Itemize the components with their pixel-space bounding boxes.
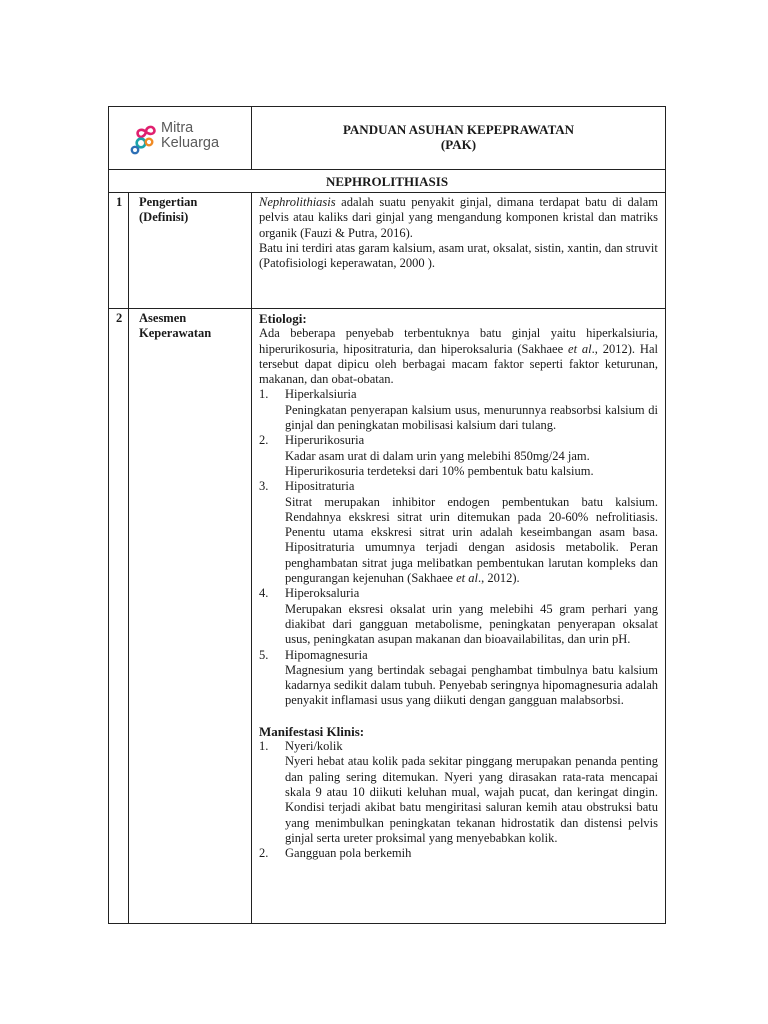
composition-paragraph: Batu ini terdiri atas garam kalsium, asam urat, oksalat, sistin, xantin, dan struvit (Patofisiologi keperawatan, 2000 ). — [259, 240, 658, 271]
topic-row: NEPHROLITHIASIS — [109, 170, 665, 193]
etiologi-heading: Etiologi: — [259, 311, 307, 326]
item-desc: Kadar asam urat di dalam urin yang melebihi 850mg/24 jam. Hiperurikosuria terdeteksi dari 10% pembentuk batu kalsium. — [285, 448, 594, 478]
title-line1: PANDUAN ASUHAN KEPEPRAWATAN — [342, 122, 575, 137]
item-desc: Peningkatan penyerapan kalsium usus, menurunnya reabsorbsi kalsium di ginjal dan peningkatan mobilisasi kalsium dari tulang. — [285, 402, 658, 433]
definition-paragraph — [259, 195, 658, 241]
term: Nephrolithiasis — [259, 195, 336, 209]
item-title: Hipositraturia — [285, 479, 355, 494]
spacer — [259, 709, 658, 724]
document-table — [108, 106, 666, 924]
item-desc: Merupakan eksresi oksalat urin yang melebihi 45 gram perhari yang diakibat dari gangguan metabolisme, peningkatan penyerapan oksalat usus, peningkatan asupan makanan dan bioavailabilitas, dan urin pH. — [285, 601, 658, 647]
item-title: Hipomagnesuria — [285, 647, 368, 662]
item-title: Gangguan pola berkemih — [285, 846, 412, 861]
section-label — [129, 309, 252, 923]
item-desc: Magnesium yang bertindak sebagai penghambat timbulnya batu kalsium kadarnya sedikit dalam tubuh. Penyebab seringnya hipomagnesuria adalah penyakit inflamasi usus yang diikuti dengan gangguan malabsorbsi. — [285, 662, 658, 708]
logo-cell — [109, 107, 252, 170]
logo-wordmark — [161, 121, 219, 151]
list-item: 1. Nyeri/kolik Nyeri hebat atau kolik pada sekitar pinggang merupakan penanda penting dan paling sering ditemukan. Nyeri yang dirasakan rata-rata mencapai skala 9 atau 10 diikuti keluhan mual, wajah pucat, dan keringat dingin. Kondisi terjadi akibat batu mengiritasi saluran kemih atau obstruksi batu yang menimbulkan peningkatan tekanan hidrostatik dan distensi pelvis ginjal serta ureter proksimal yang menyebabkan kolik. — [259, 739, 658, 845]
section-body — [252, 309, 665, 923]
section-number: 2 — [109, 309, 129, 923]
section-number: 1 — [109, 193, 129, 308]
manifestasi-heading: Manifestasi Klinis: — [259, 723, 365, 739]
mitra-keluarga-logo-icon — [129, 123, 163, 157]
section-definisi — [109, 193, 665, 309]
item-title: Hiperkalsiuria — [285, 387, 357, 402]
logo-line1: Mitra — [161, 120, 194, 136]
label-line2: (Definisi) — [139, 210, 189, 225]
list-item: 1. Hiperkalsiuria Peningkatan penyerapan kalsium usus, menurunnya reabsorbsi kalsium di ginjal dan peningkatan mobilisasi kalsium dari tulang. — [259, 387, 658, 433]
section-label — [129, 193, 252, 308]
item-desc: Nyeri hebat atau kolik pada sekitar pinggang merupakan penanda penting dan paling sering ditemukan. Nyeri yang dirasakan rata-rata mencapai skala 9 atau 10 diikuti keluhan mual, wajah pucat, dan keringat dingin. Kondisi terjadi akibat batu mengiritasi saluran kemih atau obstruksi batu yang menimbulkan peningkatan tekanan hidrostatik dan distensi pelvis ginjal serta ureter proksimal yang menyebabkan kolik. — [285, 754, 658, 845]
title-line2: (PAK) — [440, 137, 477, 152]
section-asesmen — [109, 309, 665, 923]
item-title: Nyeri/kolik — [285, 739, 343, 754]
list-item: 5. Hipomagnesuria Magnesium yang bertindak sebagai penghambat timbulnya batu kalsium kadarnya sedikit dalam tubuh. Penyebab seringnya hipomagnesuria adalah penyakit inflamasi usus yang diikuti dengan gangguan malabsorbsi. — [259, 647, 658, 708]
etiologi-intro: Ada beberapa penyebab terbentuknya batu ginjal yaitu hiperkalsiuria, hiperurikosuria, hipositraturia, dan hiperoksaluria (Sakhaee et al., 2012). Hal tersebut dapat dipicu oleh berbagai macam faktor seperti faktor keturunan, makanan, dan obat-obatan. — [259, 326, 658, 387]
list-item: 2. Gangguan pola berkemih — [259, 846, 412, 861]
list-item: 3. Hipositraturia Sitrat merupakan inhibitor endogen pembentukan batu kalsium. Rendahnya ekskresi sitrat urin ditemukan pada 20-60% nefrolitiasis. Penentu utama ekskresi sitrat urin adalah keseimbangan asam basa. Hipositraturia umumnya terjadi dengan asidosis metabolik. Peran penghambatan sitrat juga melibatkan pembentukan larutan kompleks dan pengurangan kejenuhan (Sakhaee et al., 2012). — [259, 479, 658, 586]
item-title: Hiperoksaluria — [285, 586, 360, 601]
header-row — [109, 107, 665, 170]
label-line2: Keperawatan — [139, 326, 212, 341]
item-title: Hiperurikosuria — [285, 433, 365, 448]
item-desc: Sitrat merupakan inhibitor endogen pembentukan batu kalsium. Rendahnya ekskresi sitrat urin ditemukan pada 20-60% nefrolitiasis. Penentu utama ekskresi sitrat urin adalah keseimbangan asam basa. Hipositraturia umumnya terjadi dengan asidosis metabolik. Peran penghambatan sitrat juga melibatkan pembentukan larutan kompleks dan pengurangan kejenuhan (Sakhaee et al., 2012). — [285, 494, 658, 586]
label-line1: Pengertian — [139, 195, 198, 209]
section-body — [252, 193, 665, 308]
label-line1: Asesmen — [139, 311, 187, 325]
definition-text: adalah suatu penyakit ginjal, dimana terdapat batu di dalam pelvis atau kaliks dari ginjal yang mengandung komponen kristal dan matriks organik (Fauzi & Putra, 2016). — [259, 195, 658, 240]
logo-line2: Keluarga — [161, 135, 220, 151]
list-item: 2. Hiperurikosuria Kadar asam urat di dalam urin yang melebihi 850mg/24 jam. Hiperurikosuria terdeteksi dari 10% pembentuk batu kalsium. — [259, 433, 658, 479]
list-item: 4. Hiperoksaluria Merupakan eksresi oksalat urin yang melebihi 45 gram perhari yang diakibat dari gangguan metabolisme, peningkatan penyerapan oksalat usus, peningkatan asupan makanan dan bioavailabilitas, dan urin pH. — [259, 586, 658, 647]
